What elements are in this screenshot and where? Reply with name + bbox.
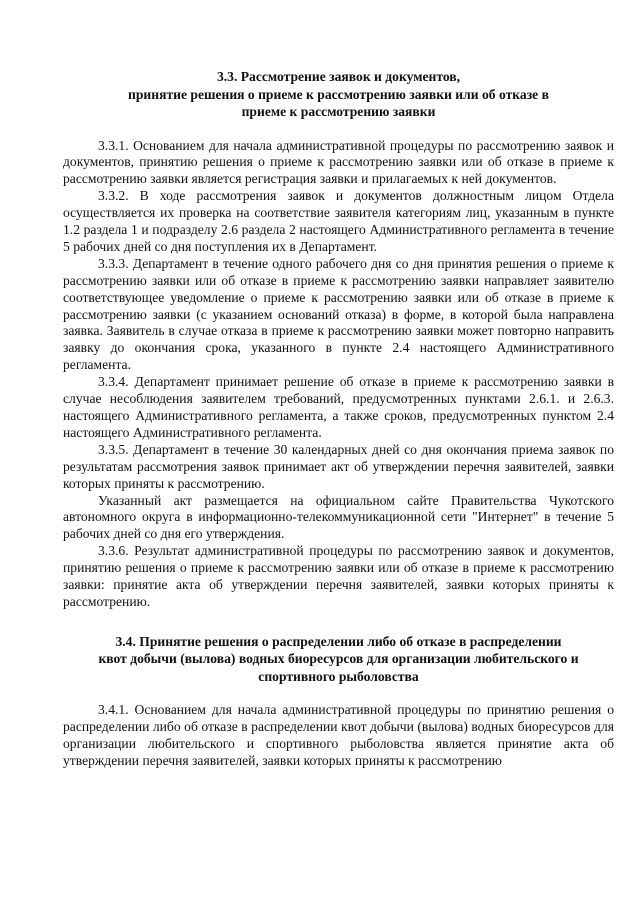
document-page (63, 68, 614, 770)
paragraph-3-4-1: 3.4.1. Основанием для начала административной процедуры по принятию решения о распределении либо об отказе в распределении квот добычи (вылова) водных биоресурсов для организации любительского и спортивного рыболовства является принятие акта об утверждении перечня заявителей, заявки которых приняты к рассмотрению (63, 702, 614, 769)
paragraph-3-3-6: 3.3.6. Результат административной процедуры по рассмотрению заявок и документов, принятию решения о приеме к рассмотрению заявки или об отказе в приеме к рассмотрению заявки: принятие акта об утверждении перечня заявителей, заявки которых приняты к рассмотрению. (63, 543, 614, 609)
heading-line: спортивного рыболовства (258, 668, 419, 684)
heading-line: принятие решения о приеме к рассмотрению заявки или об отказе в (128, 86, 549, 102)
paragraph-3-3-2: 3.3.2. В ходе рассмотрения заявок и документов должностным лицом Отдела осуществляется их проверка на соответствие заявителя категориям лиц, указанным в пункте 1.2 раздела 1 и подразделу 2.6 раздела 2 настоящего Административного регламента в течение 5 рабочих дней со дня поступления их в Департамент. (63, 188, 614, 254)
section-3-3-body (63, 138, 614, 611)
paragraph-3-3-1: 3.3.1. Основанием для начала административной процедуры по рассмотрению заявок и документов, принятию решения о приеме к рассмотрению заявки или об отказе в приеме к рассмотрению заявки является регистрация заявки и прилагаемых к ней документов. (63, 137, 614, 187)
section-3-3-heading (63, 68, 614, 121)
paragraph-3-3-5: 3.3.5. Департамент в течение 30 календарных дней со дня окончания приема заявок по результатам рассмотрения заявок принимает акт об утверждении перечня заявителей, заявки которых приняты к рассмотрению. (63, 441, 614, 491)
paragraph-3-3-5-publication: Указанный акт размещается на официальном сайте Правительства Чукотского автономного округа в информационно-телекоммуникационной сети "Интернет" в течение 5 рабочих дней со дня его утверждения. (63, 492, 614, 542)
heading-line: приеме к рассмотрению заявки (241, 104, 436, 119)
section-3-4-heading (63, 633, 614, 686)
section-3-4-body (63, 702, 614, 770)
paragraph-3-3-4: 3.3.4. Департамент принимает решение об отказе в приеме к рассмотрению заявки в случае несоблюдения заявителем требований, предусмотренных пунктами 2.6.1. и 2.6.3. настоящего Административного регламента, а также сроков, предусмотренных пунктом 2.4 настоящего Административного регламента. (63, 374, 614, 440)
heading-line: 3.4. Принятие решения о распределении либо об отказе в распределении (115, 633, 562, 649)
paragraph-3-3-3: 3.3.3. Департамент в течение одного рабочего дня со дня принятия решения о приеме к рассмотрению заявки или об отказе в приеме к рассмотрению заявки направляет заявителю соответствующее уведомление о приеме к рассмотрению заявки или об отказе в приеме к рассмотрению заявки (с указанием оснований отказа) в форме, в которой была направлена заявка. Заявитель в случае отказа в приеме к рассмотрению заявки может повторно направить заявку до окончания срока, указанного в пункте 2.4 настоящего Административного регламента. (63, 255, 614, 373)
heading-line: квот добычи (вылова) водных биоресурсов для организации любительского и (98, 651, 579, 667)
heading-line: 3.3. Рассмотрение заявок и документов, (216, 69, 461, 84)
